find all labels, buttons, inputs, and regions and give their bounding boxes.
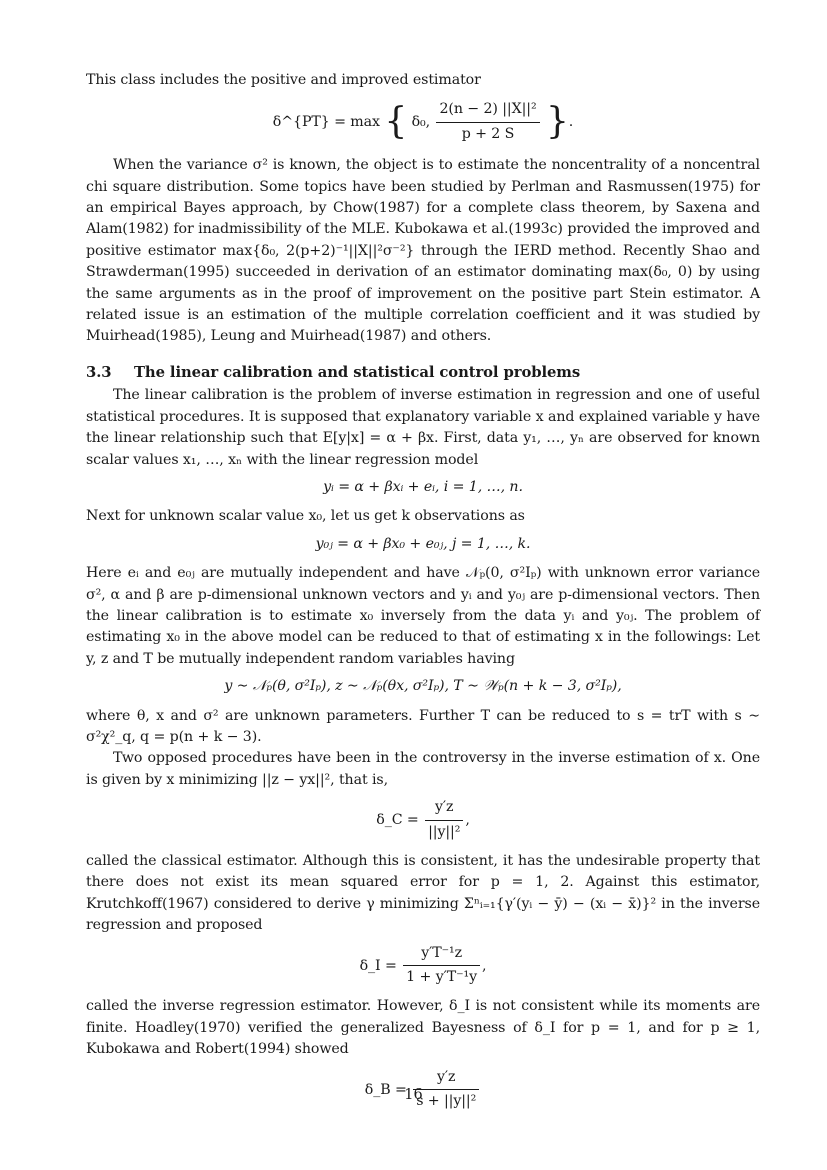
paragraph-two-procedures: Two opposed procedures have been in the controversy in the inverse estimation of x. One is given by x minimizing ||z − yx||², that is, [86,750,760,788]
paragraph-classical: called the classical estimator. Although this is consistent, it has the undesirable property that there does not exist its mean squared error for p = 1, 2. Against this estimator, Krutchkoff(1967) considered to derive γ minimizing Σⁿᵢ₌₁{γ′(yᵢ − ȳ) − (xᵢ − x̄)}² in the inverse regression and proposed [86,853,760,934]
eq1-denominator: p + 2 S [461,125,515,142]
section-heading [86,362,760,383]
paragraph-error-model: Here eᵢ and e₀ⱼ are mutually independent and have 𝒩ₚ(0, σ²Iₚ) with unknown error variance σ², α and β are p-dimensional unknown vectors and yᵢ and y₀ⱼ are p-dimensional vectors. Then the linear calibration is to estimate x₀ inversely from the data yᵢ and y₀ⱼ. The problem of estimating x₀ in the above model can be reduced to that of estimating x in the followings: Let y, z and T be mutually independent random variables having [86,565,760,667]
eq7-numerator: y′z [413,1067,479,1090]
section-number: 3.3 [86,363,112,381]
page-content [86,70,760,1120]
eq5-denominator: ||y||² [428,823,461,840]
paragraph-noncentrality: When the variance σ² is known, the object is to estimate the noncentrality of a noncentral chi square distribution. Some topics have been studied by Perlman and Rasmussen(1975) for an empirical Bayes approach, by Chow(1987) for a complete class theorem, by Saxena and Alam(1982) for inadmissibility of the MLE. Kubokawa et al.(1993c) provided the improved and positive estimator max{δ₀, 2(p+2)⁻¹||X||²σ⁻²} through the IERD method. Recently Shao and Strawderman(1995) succeeded in derivation of an estimator dominating max(δ₀, 0) by using the same arguments as in the proof of improvement on the positive part Stein estimator. A related issue is an estimation of the multiple correlation coefficient and it was studied by Muirhead(1985), Leung and Muirhead(1987) and others. [86,157,760,345]
eq1-term1: δ₀, [411,114,431,131]
equation-classical-estimator: δ_C = $\frac{y'z}{\text{||y||²}}$ , [86,797,760,843]
eq1-fraction [436,99,539,145]
eq6-lhs: δ_I = [359,957,397,974]
eq5-lhs: δ_C = [376,812,419,829]
paragraph-inverse: called the inverse regression estimator. However, δ_I is not consistent while its moments are finite. Hoadley(1970) verified the generalized Bayesness of δ_I for p = 1, and for p ≥ 1, Kubokawa and Robert(1994) showed [86,998,760,1058]
eq6-denominator: 1 + y′T⁻¹y [406,969,477,986]
eq7-denominator: s + ||y||² [416,1093,477,1110]
eq5-numerator: y′z [425,797,463,820]
eq5-fraction [425,797,463,843]
section-title: The linear calibration and statistical control problems [134,363,581,381]
equation-positive-estimator: δ^{PT} = max { δ₀, $\frac{\text{2(n − 2) ||X||²}}{p + 2 S}$ }. [86,99,760,145]
eq1-lhs: δ^{PT} = max [272,114,380,131]
intro-text: This class includes the positive and improved estimator [86,72,481,88]
equation-regression-model: yᵢ = α + βxᵢ + eᵢ, i = 1, …, n. [323,478,523,495]
equation-observations: y₀ⱼ = α + βx₀ + e₀ⱼ, j = 1, …, k. [315,535,531,552]
paragraph-next-observations: Next for unknown scalar value x₀, let us get k observations as [86,508,525,525]
paragraph-parameters: where θ, x and σ² are unknown parameters. Further T can be reduced to s = trT with s ∼ σ²χ²_q, q = p(n + k − 3). [86,707,760,745]
page-number: 16 [404,1087,423,1103]
eq6-fraction [403,943,480,989]
eq6-numerator: y′T⁻¹z [403,943,480,966]
equation-distributions: y ∼ 𝒩ₚ(θ, σ²Iₚ), z ∼ 𝒩ₚ(θx, σ²Iₚ), T ∼ 𝒲ₚ(n + k − 3, σ²Iₚ), [224,678,622,695]
equation-inverse-estimator: δ_I = $\frac{\text{y′T⁻¹z}}{\text{1 + y′T⁻¹y}}$ , [86,943,760,989]
paragraph-calibration-intro: The linear calibration is the problem of inverse estimation in regression and one of useful statistical procedures. It is supposed that explanatory variable x and explained variable y have the linear relationship such that E[y|x] = α + βx. First, data y₁, …, yₙ are observed for known scalar values x₁, …, xₙ with the linear regression model [86,387,760,468]
eq1-numerator: 2(n − 2) ||X||² [436,99,539,122]
eq7-lhs: δ_B = [364,1081,407,1098]
